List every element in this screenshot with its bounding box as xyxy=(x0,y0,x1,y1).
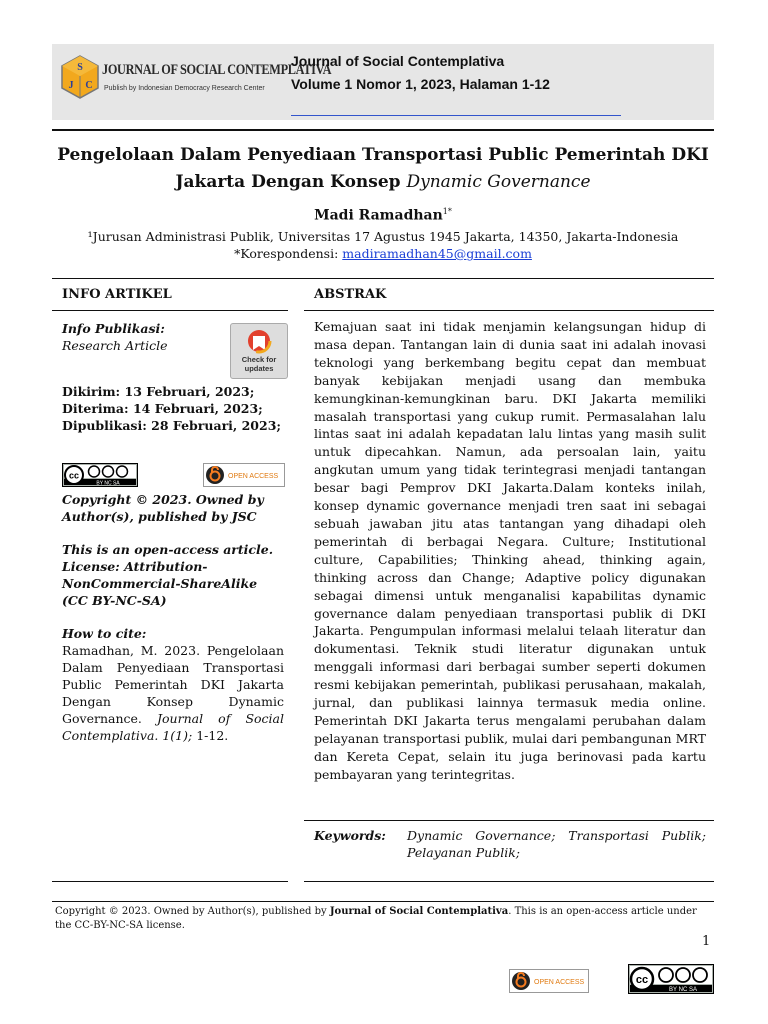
article-type: Research Article xyxy=(62,338,168,353)
svg-text:BY NC SA: BY NC SA xyxy=(96,480,120,487)
cc-by-nc-sa-icon xyxy=(62,463,138,487)
cite-label: How to cite: xyxy=(62,626,147,641)
correspondence-label: *Korespondensi: xyxy=(234,246,343,261)
footer-text-post: . This is an open-access article under the CC-BY-NC-SA license. xyxy=(55,906,697,931)
pub-info-label: Info Publikasi: xyxy=(62,321,165,336)
cite-journal: Journal of Social Contemplativa. 1(1); xyxy=(62,711,284,743)
svg-text:S: S xyxy=(77,62,83,73)
footer-copyright xyxy=(55,905,715,933)
date-accepted: Diterima: 14 Februari, 2023; xyxy=(62,401,263,416)
journal-name: Journal of Social Contemplativa xyxy=(291,53,505,69)
footer-text-pre: Copyright © 2023. Owned by Author(s), published by xyxy=(55,906,330,917)
article-title xyxy=(52,142,714,196)
correspondence xyxy=(52,246,714,261)
check-for-updates-button[interactable] xyxy=(230,323,288,379)
copyright-note: Copyright © 2023. Owned by Author(s), published by JSC xyxy=(62,492,264,524)
page-number: 1 xyxy=(702,934,711,949)
abstract-heading-rule xyxy=(304,310,714,311)
header-link-underline xyxy=(291,115,621,116)
author-name xyxy=(52,207,714,224)
svg-text:OPEN ACCESS: OPEN ACCESS xyxy=(228,473,279,480)
abstract-text: Kemajuan saat ini tidak menjamin kelangsungan hidup di masa depan. Tantangan lain di dunia saat ini adalah inovasi teknologi yang berkembang begitu cepat dan membuat banyak kebijakan menjadi usang dan membuka kemungkinan-kemungkinan baru. DKI Jakarta memiliki masalah transportasi yang cukup rumit. Permasalahan lalu lintas saat ini adalah kepadatan lalu lintas yang masih sulit untuk dipecahkan. Namun, ada persoalan lain, yaitu angkutan umum yang tidak terintegrasi menjadi tantangan besar bagi Pemprov DKI Jakarta.Dalam konteks inilah, konsep dynamic governance menjadi tren saat ini sebagai sebuah jawaban jitu atas tantangan yang dihadapi oleh pemerintah di berbagai Negara. Culture; Institutional culture, Capabilities; Thinking ahead, thinking again, thinking across dan Change; Adaptive policy digunakan sebagai dimensi untuk menganalisi kapabilitas dynamic governance dalam penyediaan transportasi publik di DKI Jakarta. Pengumpulan informasi melalui telaah literatur dan dokumentasi. Teknik studi literatur digunakan untuk menggali informasi dari berbagai sumber seperti dokumen resmi kebijakan pemerintah, publikasi perusahaan, makalah, jurnal, dan publikasi lainnya termasuk media online. Pemerintah DKI Jakarta terus mengalami perubahan dalam pelayanan transportasi publik, mulai dari pembangunan MRT dan Kereta Cepat, selain itu juga berinovasi pada kartu pembayaran yang terintegritas. xyxy=(314,319,706,782)
header-divider xyxy=(52,129,714,131)
title-italic: Dynamic Governance xyxy=(406,172,591,192)
section-top-rule xyxy=(52,278,714,279)
svg-text:J: J xyxy=(68,80,74,91)
abstract-heading: ABSTRAK xyxy=(314,287,387,302)
cite-body: Ramadhan, M. 2023. Pengelolaan Dalam Penyediaan Transportasi Public Pemerintah DKI Jakarta Dengan Konsep Dynamic Governance. xyxy=(62,643,284,726)
svg-text:C: C xyxy=(85,80,93,91)
date-published: Dipublikasi: 28 Februari, 2023; xyxy=(62,418,282,433)
logo-subtitle: Publish by Indonesian Democracy Research Center xyxy=(104,85,265,92)
open-access-badge xyxy=(203,463,285,487)
title-line-2: Jakarta Dengan Konsep xyxy=(175,172,407,192)
author-text: Madi Ramadhan xyxy=(314,207,443,224)
article-info xyxy=(62,320,284,744)
date-submitted: Dikirim: 13 Februari, 2023; xyxy=(62,384,255,399)
keywords-values: Dynamic Governance; Transportasi Publik; Pelayanan Publik; xyxy=(407,828,706,860)
logo-title: JOURNAL OF SOCIAL CONTEMPLATIVA xyxy=(102,62,332,78)
footer-rule xyxy=(52,901,714,902)
jsc-logo-icon xyxy=(58,54,102,106)
cite-text xyxy=(62,642,284,744)
license-note: This is an open-access article. License: Attribution-NonCommercial-ShareAlike (CC BY-NC-SA) xyxy=(62,542,274,608)
keywords-rule xyxy=(304,820,714,821)
svg-text:updates: updates xyxy=(244,364,274,373)
info-bottom-rule xyxy=(52,881,288,882)
cite-pages: 1-12. xyxy=(192,728,229,743)
author-sup: 1* xyxy=(442,207,452,216)
journal-header xyxy=(52,44,714,120)
journal-logo xyxy=(58,54,332,112)
affiliation: ¹Jurusan Administrasi Publik, Universitas 17 Agustus 1945 Jakarta, 14350, Jakarta-Indonesia xyxy=(87,229,679,244)
volume-line: Volume 1 Nomor 1, 2023, Halaman 1-12 xyxy=(291,76,550,92)
title-line-1: Pengelolaan Dalam Penyediaan Transportasi Public Pemerintah DKI xyxy=(57,145,709,165)
svg-text:OPEN ACCESS: OPEN ACCESS xyxy=(534,979,585,986)
footer-journal: Journal of Social Contemplativa xyxy=(329,906,509,917)
open-access-icon xyxy=(509,969,589,993)
footer-cc-by-nc-sa-icon xyxy=(628,964,714,994)
keywords-label: Keywords: xyxy=(314,828,386,843)
crossmark-icon xyxy=(231,324,287,378)
footer-open-access-badge xyxy=(509,969,589,993)
correspondence-email-link[interactable]: madiramadhan45@gmail.com xyxy=(342,246,532,261)
abstract-bottom-rule xyxy=(304,881,714,882)
info-heading-rule xyxy=(52,310,288,311)
open-access-icon xyxy=(203,463,285,487)
svg-text:BY NC SA: BY NC SA xyxy=(669,987,697,993)
info-heading: INFO ARTIKEL xyxy=(62,287,172,302)
svg-text:Check for: Check for xyxy=(241,355,277,364)
svg-text:cc: cc xyxy=(68,470,80,481)
svg-text:cc: cc xyxy=(635,974,649,986)
